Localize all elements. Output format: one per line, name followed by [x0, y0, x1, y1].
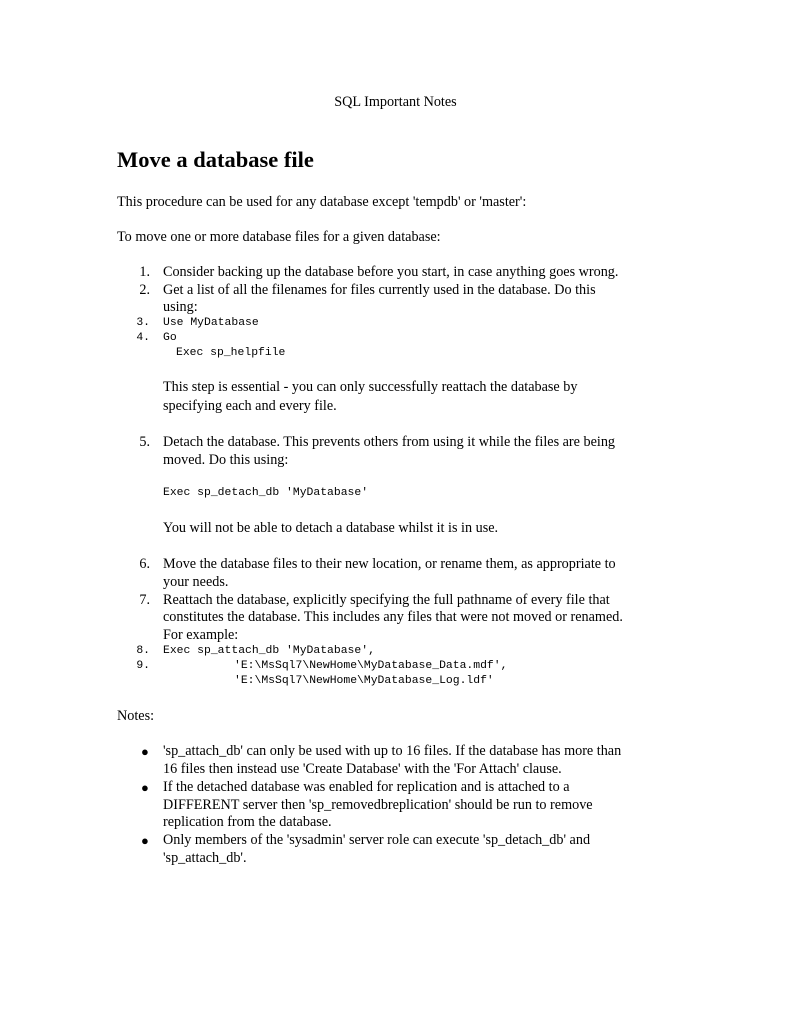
- step-note: You will not be able to detach a database whilst it is in use.: [163, 520, 499, 536]
- step-note: This step is essential - you can only successfully reattach the database by: [163, 379, 578, 395]
- note-text: 16 files then instead use 'Create Database' with the 'For Attach' clause.: [163, 761, 562, 777]
- code-line: Go: [163, 332, 177, 344]
- step-text: your needs.: [163, 574, 229, 590]
- bullet-icon: ●: [141, 833, 149, 848]
- step-number: 3.: [136, 317, 150, 329]
- step-note: specifying each and every file.: [163, 398, 337, 414]
- code-line: Use MyDatabase: [163, 317, 259, 329]
- step-number: 9.: [136, 660, 150, 672]
- note-text: 'sp_attach_db'.: [163, 850, 247, 866]
- step-number: 4.: [136, 332, 150, 344]
- notes-label: Notes:: [117, 708, 155, 724]
- step-text: Get a list of all the filenames for files currently used in the database. Do this: [163, 282, 596, 298]
- bullet-icon: ●: [141, 780, 149, 795]
- note-text: Only members of the 'sysadmin' server role can execute 'sp_detach_db' and: [163, 832, 591, 848]
- step-text: Move the database files to their new location, or rename them, as appropriate to: [163, 556, 616, 572]
- step-text: For example:: [163, 627, 239, 643]
- step-number: 7.: [139, 592, 150, 608]
- step-number: 8.: [136, 645, 150, 657]
- step-text: moved. Do this using:: [163, 452, 289, 468]
- code-line: Exec sp_helpfile: [176, 347, 286, 359]
- note-text: replication from the database.: [163, 814, 332, 830]
- step-text: using:: [163, 299, 198, 315]
- note-text: 'sp_attach_db' can only be used with up to 16 files. If the database has more than: [163, 743, 622, 759]
- step-number: 2.: [139, 282, 150, 298]
- code-line: Exec sp_detach_db 'MyDatabase': [163, 487, 369, 499]
- intro-paragraph-1: This procedure can be used for any database except 'tempdb' or 'master':: [117, 194, 527, 210]
- code-line: Exec sp_attach_db 'MyDatabase',: [163, 645, 375, 657]
- code-line: 'E:\MsSql7\NewHome\MyDatabase_Data.mdf',: [234, 660, 508, 672]
- step-number: 5.: [139, 434, 150, 450]
- step-text: Detach the database. This prevents others from using it while the files are being: [163, 434, 616, 450]
- step-text: Reattach the database, explicitly specifying the full pathname of every file that: [163, 592, 610, 608]
- code-line: 'E:\MsSql7\NewHome\MyDatabase_Log.ldf': [234, 675, 494, 687]
- step-text: Consider backing up the database before you start, in case anything goes wrong.: [163, 264, 619, 280]
- step-number: 1.: [139, 264, 150, 280]
- step-number: 6.: [139, 556, 150, 572]
- step-text: constitutes the database. This includes any files that were not moved or renamed.: [163, 609, 623, 625]
- note-text: DIFFERENT server then 'sp_removedbreplication' should be run to remove: [163, 797, 593, 813]
- document-heading: Move a database file: [117, 147, 314, 172]
- bullet-icon: ●: [141, 744, 149, 759]
- note-text: If the detached database was enabled for replication and is attached to a: [163, 779, 570, 795]
- intro-paragraph-2: To move one or more database files for a given database:: [117, 229, 441, 245]
- page-header-title: SQL Important Notes: [334, 94, 457, 110]
